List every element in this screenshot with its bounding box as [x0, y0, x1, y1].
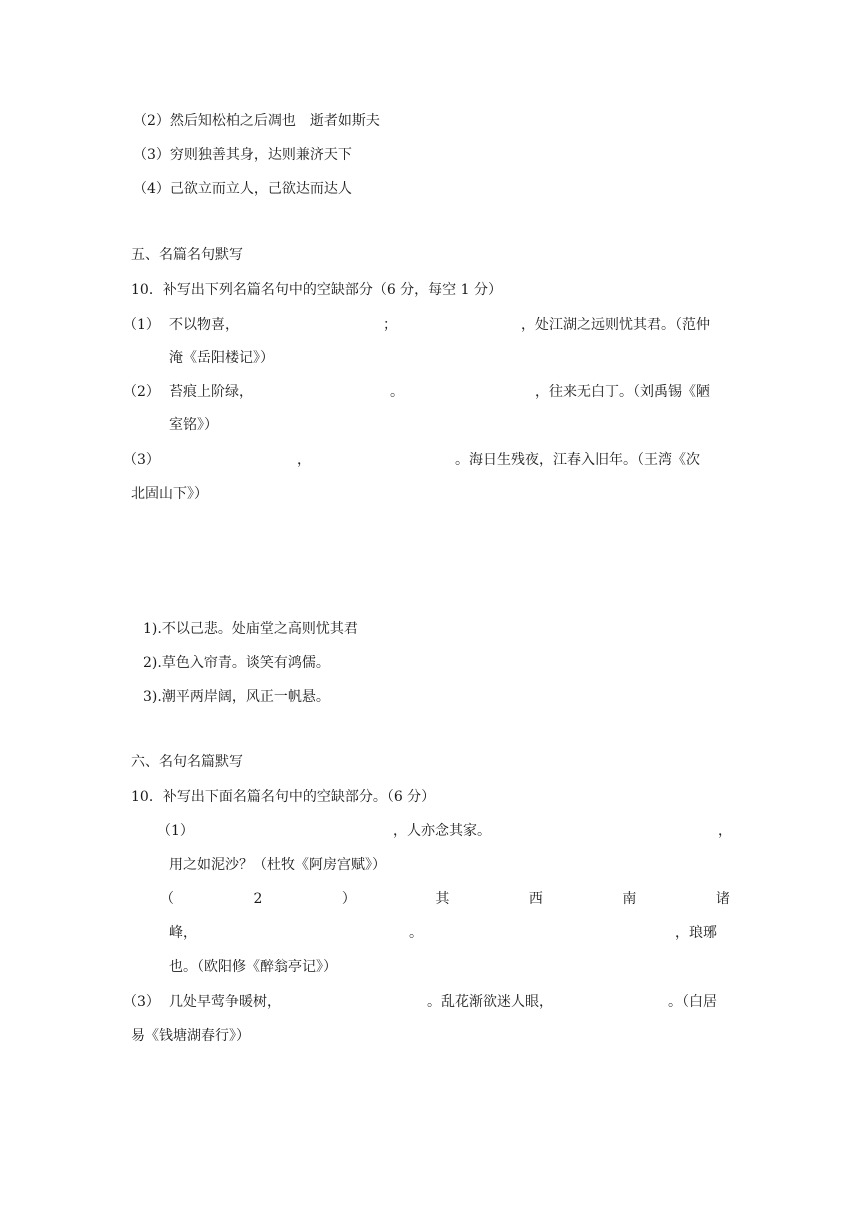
justified-line — [160, 889, 730, 909]
item-number: （3） — [123, 994, 160, 1010]
item-punct: 。 — [409, 925, 423, 941]
token: 西 — [528, 891, 543, 907]
answer-line-4: （4）己欲立而立人，己欲达而达人 — [133, 181, 352, 197]
item-punct: ， — [297, 452, 311, 468]
item-text: ，往来无白丁。（刘禹锡《陋 — [535, 384, 710, 400]
item-text: 峰， — [169, 925, 197, 941]
item-text: ，人亦念其家。 — [393, 823, 491, 839]
answer-line-3: 3).潮平两岸阔，风正一帆悬。 — [143, 689, 330, 705]
item-text: 苔痕上阶绿， — [169, 384, 253, 400]
question-prompt: 10．补写出下列名篇名句中的空缺部分（6 分，每空 1 分） — [131, 282, 502, 298]
item-number: （3） — [123, 452, 160, 468]
item-text: ，处江湖之远则忧其君。（范仲 — [521, 317, 710, 333]
section-heading: 六、名句名篇默写 — [131, 754, 243, 770]
item-source: 室铭》） — [169, 417, 218, 433]
item-source: 淹《岳阳楼记》） — [169, 350, 274, 366]
token: ） — [341, 891, 356, 907]
item-source: 也。（欧阳修《醉翁亭记》） — [169, 959, 337, 975]
item-number: （1） — [157, 823, 194, 839]
item-punct: ， — [718, 823, 732, 839]
token: 2 — [253, 891, 263, 907]
answer-line-2: （2）然后知松柏之后凋也 逝者如斯夫 — [133, 113, 380, 129]
question-prompt: 10．补写出下面名篇名句中的空缺部分。（6 分） — [131, 789, 436, 805]
item-text: ，琅琊 — [675, 925, 717, 941]
token: 其 — [435, 891, 450, 907]
item-number: （2） — [123, 384, 160, 400]
item-text: 。海日生残夜，江春入旧年。（王湾《次 — [455, 452, 700, 468]
token: （ — [160, 891, 174, 907]
answer-line-1: 1).不以己悲。处庙堂之高则忧其君 — [143, 621, 358, 637]
item-punct: 。 — [390, 384, 404, 400]
item-text: 。乱花渐欲迷人眼， — [427, 994, 553, 1010]
answer-line-3: （3）穷则独善其身，达则兼济天下 — [133, 147, 352, 163]
item-text: 几处早莺争暖树， — [169, 994, 281, 1010]
token: 南 — [622, 891, 637, 907]
item-source: 北固山下》） — [131, 486, 208, 502]
item-text: 。（白居 — [668, 994, 717, 1010]
item-text: 不以物喜， — [169, 317, 239, 333]
item-number: （1） — [123, 317, 160, 333]
section-heading: 五、名篇名句默写 — [131, 247, 243, 263]
item-punct: ； — [383, 317, 397, 333]
item-source: 易《钱塘湖春行》） — [131, 1028, 250, 1044]
item-source: 用之如泥沙？（杜牧《阿房宫赋》） — [169, 857, 386, 873]
token: 诸 — [715, 891, 730, 907]
answer-line-2: 2).草色入帘青。谈笑有鸿儒。 — [143, 655, 330, 671]
